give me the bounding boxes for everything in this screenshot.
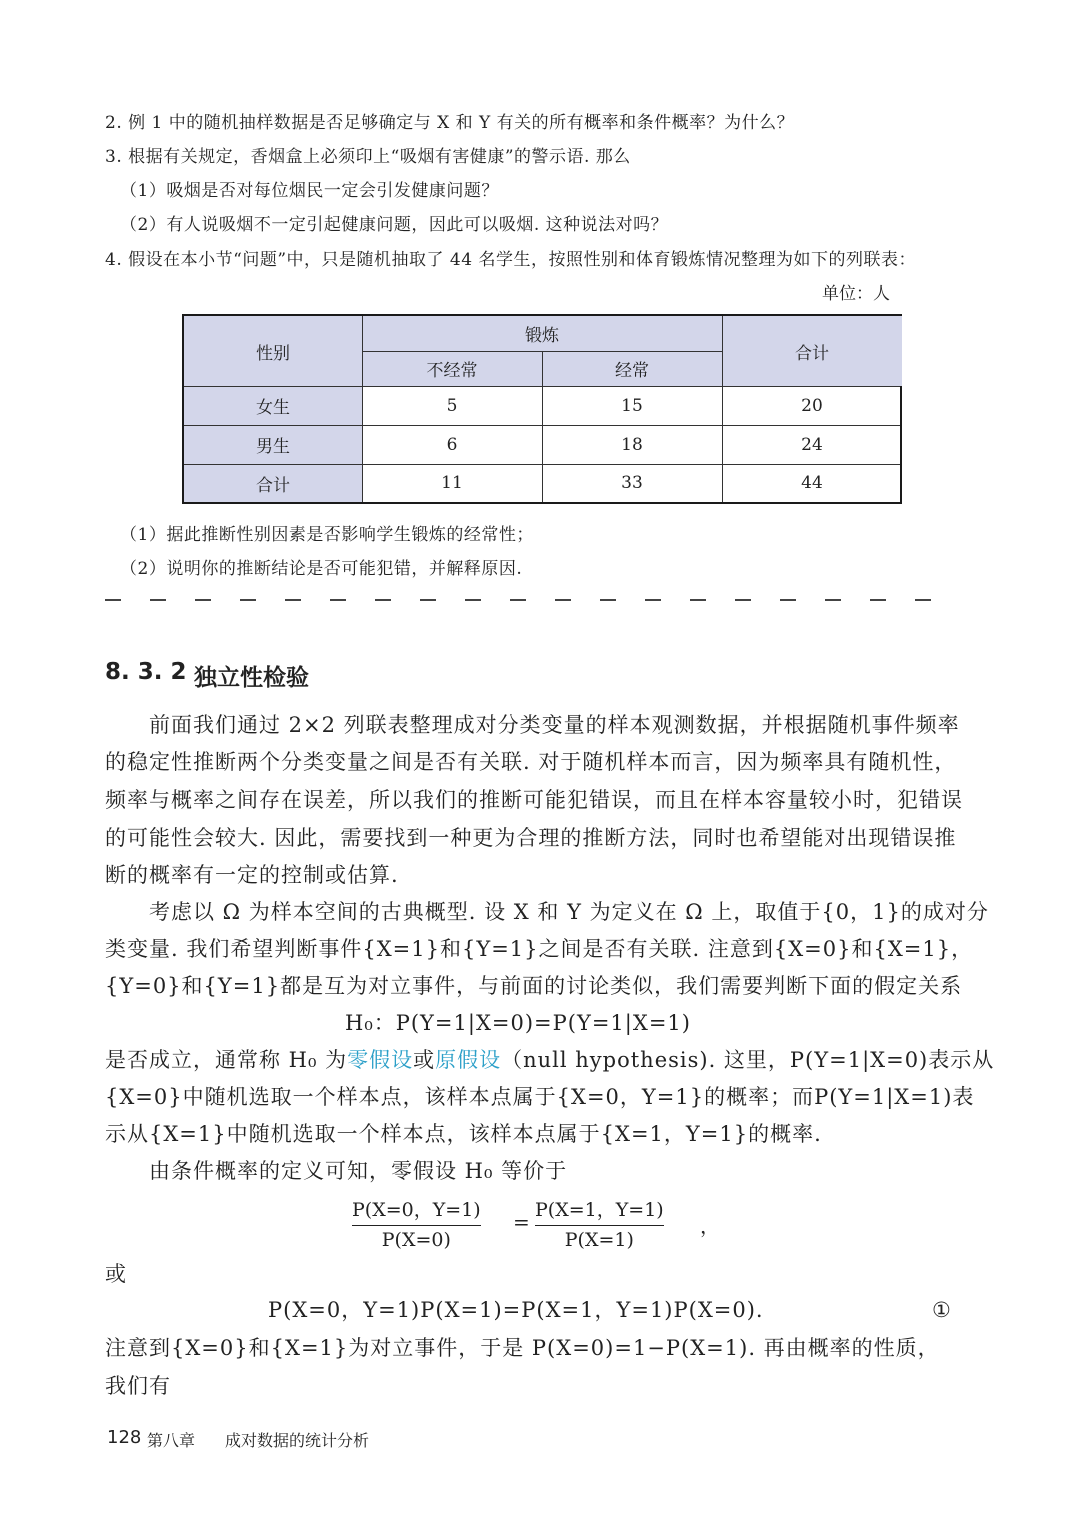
exercise-4: 4. 假设在本小节“问题”中，只是随机抽取了 44 名学生，按照性别和体育锻炼情况整理为如下的列联表： [105,250,916,270]
table-divider [184,425,900,426]
cell-male-total: 24 [801,434,823,455]
para3-line-3: 示从{X=1}中随机选取一个样本点，该样本点属于{X=1，Y=1}的概率. [105,1122,822,1146]
cell-total-regular: 33 [621,473,643,493]
para1-line-2: 的稳定性推断两个分类变量之间是否有关联. 对于随机样本而言，因为频率具有随机性， [105,750,957,774]
para3-text-a: 是否成立，通常称 H₀ 为 [105,1048,348,1072]
row-label-male: 男生 [184,425,362,464]
or-word: 或 [105,1262,127,1286]
dashed-divider [105,599,960,601]
para1-line-1: 前面我们通过 2×2 列联表整理成对分类变量的样本观测数据，并根据随机事件频率 [105,713,960,737]
cell-female-regular: 15 [621,395,643,416]
header-regular: 经常 [542,351,722,386]
para5-line-2: 我们有 [105,1374,171,1398]
sub-question-2: （2）说明你的推断结论是否可能犯错，并解释原因. [120,559,523,579]
fraction-equals: = [513,1210,530,1234]
para3-line-2: {X=0}中随机选取一个样本点，该样本点属于{X=0，Y=1}的概率；而P(Y=1|X=1)表 [105,1085,975,1109]
fraction-bar [352,1225,481,1226]
para4: 由条件概率的定义可知，零假设 H₀ 等价于 [105,1159,568,1183]
table-divider [184,464,900,465]
exercise-3-part-1: （1）吸烟是否对每位烟民一定会引发健康问题？ [120,181,499,201]
table-divider [362,316,363,502]
section-number: 8. 3. 2 [105,659,187,685]
sub-question-1: （1）据此推断性别因素是否影响学生锻炼的经常性； [120,525,534,545]
para5-line-1: 注意到{X=0}和{X=1}为对立事件，于是 P(X=0)=1−P(X=1). 再由概率的性质， [105,1336,940,1360]
header-exercise: 锻炼 [362,316,722,351]
cell-male-irregular: 6 [446,434,458,455]
table-divider [362,351,722,352]
fraction-comma: ， [700,1214,720,1238]
para2-line-3: {Y=0}和{Y=1}都是互为对立事件，与前面的讨论类似，我们需要判断下面的假定关系 [105,974,963,998]
unit-label: 单位：人 [822,284,890,304]
cell-female-irregular: 5 [446,395,458,416]
row-label-total: 合计 [184,464,362,502]
term-original-hypothesis: 原假设 [435,1048,502,1072]
header-irregular: 不经常 [362,351,542,386]
cell-total-irregular: 11 [441,473,463,493]
table-divider [722,316,723,502]
fraction-right-denominator: P(X=1) [564,1229,634,1251]
exercise-3-part-2: （2）有人说吸烟不一定引起健康问题，因此可以吸烟. 这种说法对吗？ [120,215,669,235]
fraction-right [535,1195,664,1251]
page-number: 128 [107,1427,142,1448]
term-null-hypothesis: 零假设 [347,1048,414,1072]
fraction-left-denominator: P(X=0) [381,1229,451,1251]
cell-female-total: 20 [801,395,823,416]
cell-grand-total: 44 [801,473,823,493]
para3-text-b: （null hypothesis). 这里，P(Y=1|X=0)表示从 [501,1048,995,1072]
equation-1: P(X=0，Y=1)P(X=1)=P(X=1，Y=1)P(X=0). [268,1298,764,1322]
para1-line-3: 频率与概率之间存在误差，所以我们的推断可能犯错误，而且在样本容量较小时，犯错误 [105,788,963,812]
contingency-table [182,314,902,504]
footer-chapter: 第八章 [147,1431,196,1450]
exercise-2: 2. 例 1 中的随机抽样数据是否足够确定与 X 和 Y 有关的所有概率和条件概率？为什么？ [105,113,795,133]
para2-line-2: 类变量. 我们希望判断事件{X=1}和{Y=1}之间是否有关联. 注意到{X=0}和{X=1}， [105,937,974,961]
header-gender: 性别 [184,316,362,386]
section-title: 独立性检验 [194,665,309,691]
footer-chapter-title: 成对数据的统计分析 [225,1431,370,1450]
fraction-right-numerator: P(X=1，Y=1) [535,1199,664,1221]
fraction-bar [535,1225,664,1226]
para3-line-1 [105,1048,994,1072]
table-divider [184,386,900,387]
para3-or: 或 [413,1048,436,1072]
header-total: 合计 [722,316,902,386]
equation-1-label: ① [932,1298,952,1322]
para1-line-4: 的可能性会较大. 因此，需要找到一种更为合理的推断方法，同时也希望能对出现错误推 [105,826,957,850]
para2-line-1: 考虑以 Ω 为样本空间的古典概型. 设 X 和 Y 为定义在 Ω 上，取值于{0，1}的成对分 [105,900,989,924]
para1-line-5: 断的概率有一定的控制或估算. [105,863,399,887]
fraction-left-numerator: P(X=0，Y=1) [352,1199,481,1221]
fraction-left [352,1195,481,1251]
row-label-female: 女生 [184,386,362,425]
cell-male-regular: 18 [621,434,643,455]
h0-formula: H₀：P(Y=1|X=0)=P(Y=1|X=1) [345,1011,691,1035]
exercise-3: 3. 根据有关规定，香烟盒上必须印上“吸烟有害健康”的警示语. 那么 [105,147,631,167]
table-divider [542,351,543,502]
